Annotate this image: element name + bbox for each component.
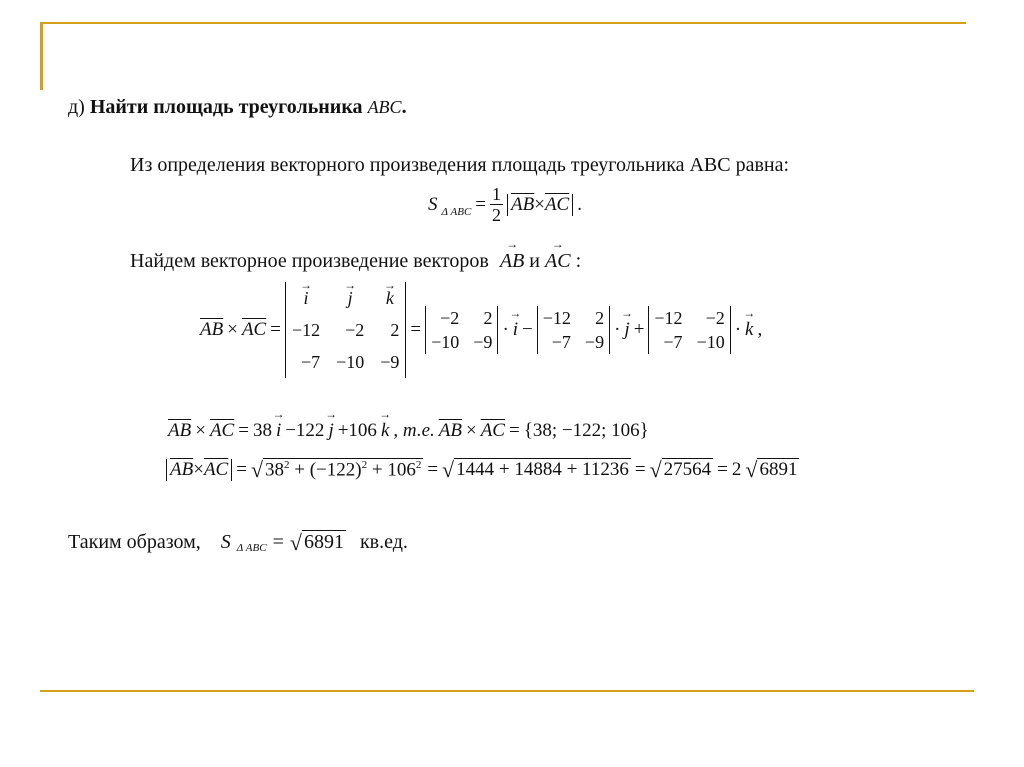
minor-cell: −12 xyxy=(542,308,571,328)
fraction-num: 1 xyxy=(492,184,502,204)
det-cell: −10 xyxy=(336,352,365,372)
sqrt-1 xyxy=(251,458,423,481)
result-c2: −122 xyxy=(285,420,325,441)
magnitude-line xyxy=(166,458,799,481)
heading-prefix: д) xyxy=(68,96,85,118)
radical-sign: √ xyxy=(649,457,662,483)
conclusion-val: 6891 xyxy=(303,531,344,553)
minor-cell: −2 xyxy=(705,308,725,328)
sq2: (−122) xyxy=(309,459,362,481)
cross-ac: $\overline{AC}$ xyxy=(241,319,267,340)
conclusion-text: Таким образом, xyxy=(68,530,201,553)
mag-ac: $\overline{AC}$ xyxy=(203,458,229,480)
radical-sign: √ xyxy=(289,530,302,555)
result-te: , т.е. xyxy=(393,420,435,441)
conclusion-s: S xyxy=(220,530,231,553)
result-times2: × xyxy=(465,420,477,441)
mag-ab: $\overline{AB}$ xyxy=(170,458,194,480)
unit-j: → j xyxy=(624,319,629,341)
cross-times: × xyxy=(227,319,238,340)
det-cell: −9 xyxy=(380,352,400,372)
minor-3 xyxy=(648,306,730,354)
result-coords: {38; −122; 106} xyxy=(523,420,649,441)
minor-cell: −9 xyxy=(584,332,605,352)
minor-cell: −2 xyxy=(440,308,460,328)
pow1: 2 xyxy=(284,459,290,471)
result-eq2: = xyxy=(508,420,520,441)
det-cell: → i xyxy=(304,282,309,314)
dot-k: · xyxy=(734,319,742,340)
sq1: 38 xyxy=(265,459,285,481)
magnitude-abs xyxy=(166,459,232,481)
det-cell: −12 xyxy=(291,320,321,340)
radical-sign: √ xyxy=(442,457,455,483)
frame-left-line xyxy=(40,22,43,90)
plus2: + xyxy=(371,459,383,481)
formula-sub: Δ ABC xyxy=(441,205,472,218)
result-eq: = xyxy=(238,420,249,441)
minor-1 xyxy=(425,306,498,354)
result-ac: $\overline{AC}$ xyxy=(209,420,235,441)
formula-fraction xyxy=(490,184,503,225)
formula-abs xyxy=(507,194,573,216)
result-ab2: $\overline{AB}$ xyxy=(438,420,462,441)
heading-text: Найти площадь треугольника xyxy=(89,96,363,118)
vector-ac: → AC xyxy=(545,250,571,273)
mag-times: × xyxy=(193,458,204,480)
heading-var: ABC xyxy=(367,97,402,117)
minor-cell: −9 xyxy=(473,332,493,352)
formula-end: . xyxy=(577,193,582,215)
minor-2 xyxy=(537,306,610,354)
sqrt-3 xyxy=(650,458,714,481)
det-cell: 2 xyxy=(390,320,400,340)
unit-i: → i xyxy=(513,319,518,341)
pow3: 2 xyxy=(415,459,422,471)
conclusion-unit: кв.ед. xyxy=(359,530,408,553)
find-colon: : xyxy=(575,250,582,272)
find-sentence: Найдем векторное произведение векторов xyxy=(130,250,489,272)
conclusion-sqrt xyxy=(290,530,346,554)
frame-bottom-line xyxy=(40,690,974,692)
mag-eq2: = xyxy=(427,458,439,480)
cross-product-expansion xyxy=(200,282,762,378)
heading-dot: . xyxy=(401,96,407,118)
minor-cell: −7 xyxy=(663,332,683,352)
conclusion-eq: = xyxy=(272,530,284,553)
mag-coef: 2 xyxy=(731,458,742,480)
result-unit-j: → j xyxy=(328,420,333,442)
minor-cell: −10 xyxy=(431,332,460,352)
cross-minus: − xyxy=(522,319,533,340)
definition-text: Из определения векторного произведения площадь треугольника ABC равна: xyxy=(130,154,790,176)
sq3: 106 xyxy=(387,459,416,481)
cross-plus: + xyxy=(633,319,645,340)
mag-eq4: = xyxy=(717,458,728,480)
result-ab: $\overline{AB}$ xyxy=(168,420,192,441)
mag-eq3: = xyxy=(634,458,646,480)
radical-sign: √ xyxy=(745,457,758,483)
result-unit-k: → k xyxy=(381,420,389,442)
radical-sign: √ xyxy=(250,457,264,483)
sqrt-body: 1444 + 14884 + 11236 xyxy=(456,459,629,481)
det-cell: −2 xyxy=(345,320,365,340)
formula-eq: = xyxy=(475,193,487,215)
formula-times: × xyxy=(534,193,545,215)
minor-cell: −12 xyxy=(654,308,683,328)
pow2: 2 xyxy=(361,459,368,471)
sqrt-body: 6891 xyxy=(759,459,798,481)
result-ac2: $\overline{AC}$ xyxy=(480,420,505,441)
minor-cell: −7 xyxy=(551,332,571,352)
dot-j: · xyxy=(614,319,621,340)
determinant-3x3 xyxy=(285,282,406,378)
sqrt-body xyxy=(263,458,423,481)
minor-cell: 2 xyxy=(595,308,605,328)
find-and: и xyxy=(529,250,540,272)
sqrt-body: 27564 xyxy=(663,459,712,481)
frame-top-line xyxy=(40,22,966,24)
result-times: × xyxy=(195,420,206,441)
mag-eq: = xyxy=(236,458,247,480)
minor-cell: 2 xyxy=(483,308,493,328)
formula-s: S xyxy=(428,193,438,215)
cross-ab: $\overline{AB}$ xyxy=(200,319,224,340)
dot-i: · xyxy=(502,319,509,340)
conclusion xyxy=(68,530,408,554)
cross-eq: = xyxy=(270,319,281,340)
det-cell: → k xyxy=(386,282,394,314)
vector-ab: → AB xyxy=(500,250,524,273)
result-c3: +106 xyxy=(337,420,377,441)
det-cell: −7 xyxy=(300,352,321,372)
sqrt-4 xyxy=(745,458,799,481)
area-formula xyxy=(428,184,582,225)
minor-cell: −10 xyxy=(696,332,725,352)
plus1: + xyxy=(294,459,305,481)
conclusion-sub: Δ ABC xyxy=(236,542,267,554)
unit-k: → k xyxy=(745,319,753,341)
task-heading xyxy=(68,96,407,119)
result-c1: 38 xyxy=(252,420,272,441)
cross-comma: , xyxy=(757,319,763,340)
formula-ac: $\overline{AC}$ xyxy=(544,193,570,215)
det-cell: → j xyxy=(348,282,353,314)
cross-product-result xyxy=(168,420,649,442)
formula-ab: $\overline{AB}$ xyxy=(511,193,535,215)
result-unit-i: → i xyxy=(276,420,281,442)
fraction-den: 2 xyxy=(492,205,502,225)
cross-eq2: = xyxy=(410,319,422,340)
sqrt-2 xyxy=(442,458,631,481)
